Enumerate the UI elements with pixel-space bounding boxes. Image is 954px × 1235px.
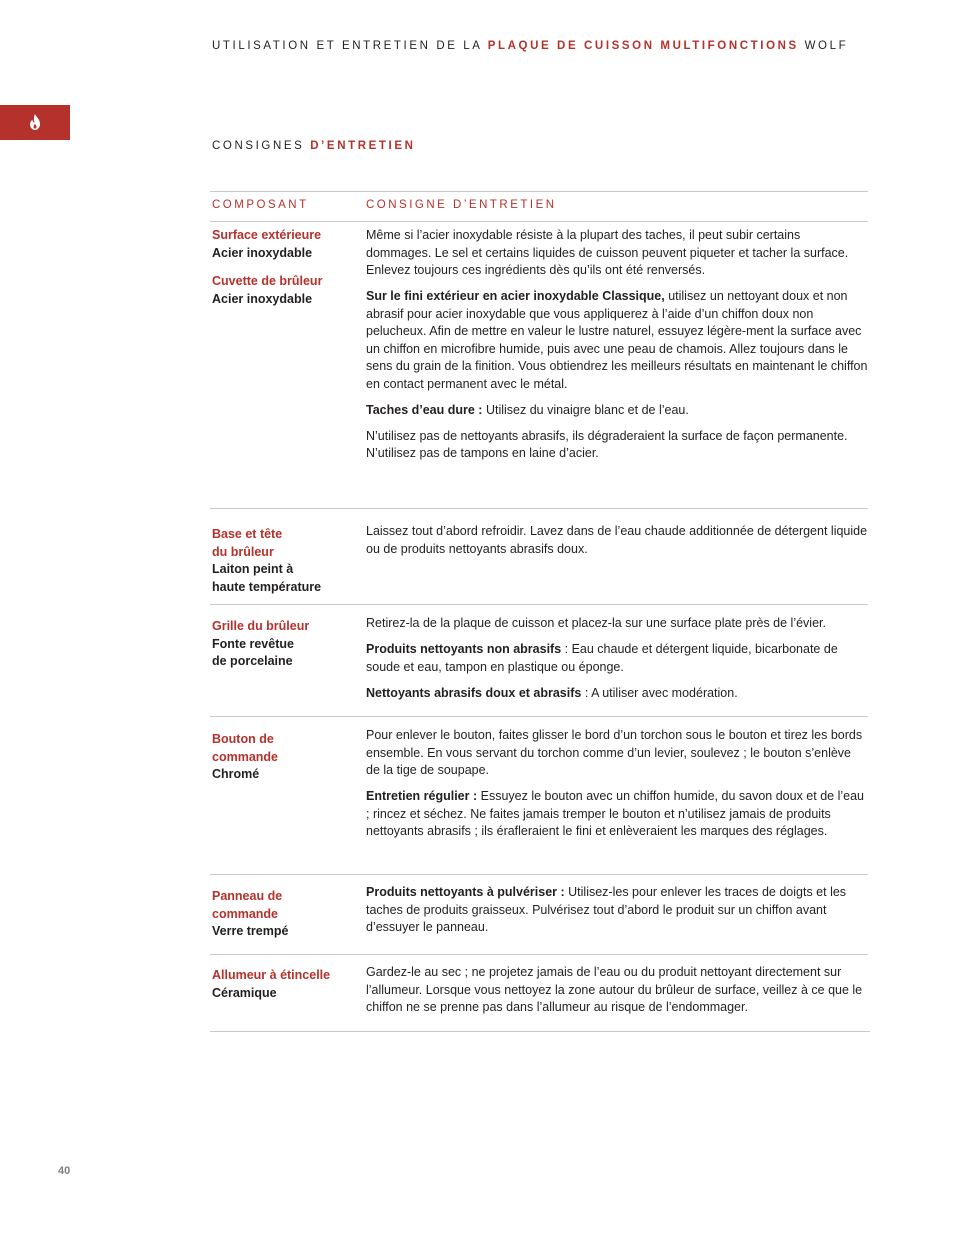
flame-icon (29, 114, 41, 130)
component-material: Céramique (212, 985, 277, 1000)
instruction-cell (366, 227, 868, 508)
table-header (210, 191, 868, 222)
instruction-text: Utilisez-les pour enlever les traces de doigts et les taches de produits graisseux. Pulvérisez tout d’abord le produit sur un chiffon avant d’essuyer le panneau. (366, 885, 847, 934)
instruction-text: Laissez tout d’abord refroidir. Lavez dans de l’eau chaude additionnée de détergent liquide ou de produits nettoyants abrasifs doux. (366, 524, 868, 556)
component-name: commande (212, 749, 278, 764)
instruction-paragraph (366, 727, 868, 780)
component-name: commande (212, 906, 278, 921)
instruction-paragraph (366, 884, 868, 937)
section-title (212, 140, 416, 152)
instruction-paragraph (366, 227, 868, 280)
instruction-cell (366, 523, 868, 604)
table-row (210, 509, 868, 605)
component-material: Laiton peint à (212, 562, 294, 576)
instruction-paragraph (366, 615, 868, 633)
instruction-paragraph (366, 641, 868, 676)
component-name: Bouton de (212, 732, 274, 746)
header-suffix: WOLF (804, 40, 849, 52)
component-cell (210, 523, 366, 604)
component-cell (210, 227, 366, 508)
instruction-paragraph (366, 428, 868, 463)
instruction-cell (366, 884, 868, 954)
component-name: Base et tête (212, 527, 283, 541)
column-header-composant: COMPOSANT (212, 199, 309, 211)
instruction-paragraph (366, 964, 868, 1017)
header-highlight: PLAQUE DE CUISSON MULTIFONCTIONS (487, 40, 799, 52)
component-cell (210, 615, 366, 716)
component-material: Acier inoxydable (212, 291, 313, 306)
instruction-bold-lead: Sur le fini extérieur en acier inoxydable Classique, (366, 289, 665, 303)
maintenance-table (210, 191, 868, 1061)
header-prefix: UTILISATION ET ENTRETIEN DE LA (212, 40, 482, 52)
component-name: Allumeur à étincelle (212, 968, 331, 982)
component-name: Surface extérieure (212, 228, 322, 242)
instruction-bold-lead: Taches d’eau dure : (366, 402, 483, 417)
instruction-paragraph (366, 685, 868, 703)
table-row (210, 875, 868, 955)
running-header (212, 40, 848, 52)
component-name: Panneau de (212, 889, 283, 903)
instruction-text: Essuyez le bouton avec un chiffon humide, du savon doux et de l’eau ; rincez et séchez. Ne faites jamais tremper le bouton et n’utilisez jamais de produits nettoyants abrasifs ; ils érafleraient le fini et enlèveraient les marques des réglages. (366, 789, 864, 838)
instruction-paragraph (366, 523, 868, 558)
table-row (210, 222, 868, 509)
component-cell (210, 964, 366, 1061)
component-name: du brûleur (212, 544, 274, 559)
instruction-paragraph (366, 788, 868, 841)
instruction-cell (366, 615, 868, 716)
bottom-rule (210, 1031, 870, 1032)
table-row (210, 605, 868, 717)
instruction-text: : Eau chaude et détergent liquide, bicarbonate de soude et eau, tampon en plastique ou éponge. (366, 642, 838, 674)
section-title-prefix: CONSIGNES (212, 140, 305, 152)
component-name: Cuvette de brûleur (212, 274, 323, 288)
instruction-text: Retirez-la de la plaque de cuisson et placez-la sur une surface plate près de l’évier. (366, 616, 826, 630)
component-material: de porcelaine (212, 654, 293, 668)
component-material: Acier inoxydable (212, 245, 313, 260)
instruction-text: Gardez-le au sec ; ne projetez jamais de l’eau ou du produit nettoyant directement sur l’allumeur. Lorsque vous nettoyez la zone autour du brûleur de surface, veillez à ce que le chiffon ne se prenne pas dans l’allumeur au risque de l’endommager. (366, 965, 863, 1014)
component-name: Grille du brûleur (212, 619, 310, 633)
instruction-bold-lead: Produits nettoyants à pulvériser : (366, 885, 565, 899)
section-tab (0, 105, 70, 140)
instruction-bold-lead: Produits nettoyants non abrasifs (366, 642, 562, 656)
instruction-cell (366, 964, 868, 1061)
component-cell (210, 884, 366, 954)
table-row (210, 955, 868, 1061)
component-material: haute température (212, 579, 322, 594)
component-cell (210, 727, 366, 874)
instruction-text: Pour enlever le bouton, faites glisser le bord d’un torchon sous le bouton et tirez les bords ensemble. En vous servant du torchon comme d’un levier, soulevez ; le bouton s’enlève de la tige de soupape. (366, 728, 863, 777)
page-number: 40 (58, 1165, 71, 1177)
table-body (210, 222, 868, 1061)
component-material: Fonte revêtue (212, 636, 294, 651)
instruction-text: Même si l’acier inoxydable résiste à la plupart des taches, il peut subir certains dommages. Le sel et certains liquides de cuisson peuvent piqueter et tacher la surface. Enlevez toujours ces ingrédients dès qu’ils ont été renversés. (366, 228, 849, 277)
column-header-consigne: CONSIGNE D’ENTRETIEN (366, 199, 557, 211)
component-material: Chromé (212, 767, 260, 781)
instruction-paragraph (366, 402, 868, 420)
instruction-text: Utilisez du vinaigre blanc et de l’eau. (482, 402, 689, 417)
instruction-text: : A utiliser avec modération. (581, 685, 738, 700)
component-material: Verre trempé (212, 924, 289, 938)
instruction-cell (366, 727, 868, 874)
instruction-text: utilisez un nettoyant doux et non abrasif pour acier inoxydable que vous appliquerez à l’aide d’un chiffon doux non pelucheux. Afin de mettre en valeur le lustre naturel, essuyez légère-ment la surface avec un chiffon en microfibre humide, puis avec une peau de chamois. Allez toujours dans le sens du grain de la finition. Vous obtiendrez les meilleurs résultats en maintenant le chiffon en contact permanent avec le métal. (366, 289, 868, 391)
section-title-highlight: D’ENTRETIEN (310, 140, 416, 152)
instruction-bold-lead: Nettoyants abrasifs doux et abrasifs (366, 685, 582, 700)
instruction-bold-lead: Entretien régulier : (366, 789, 478, 803)
instruction-paragraph (366, 288, 868, 393)
instruction-text: N’utilisez pas de nettoyants abrasifs, ils dégraderaient la surface de façon permanente. N’utilisez pas de tampons en laine d’acier. (366, 428, 848, 460)
table-row (210, 717, 868, 875)
